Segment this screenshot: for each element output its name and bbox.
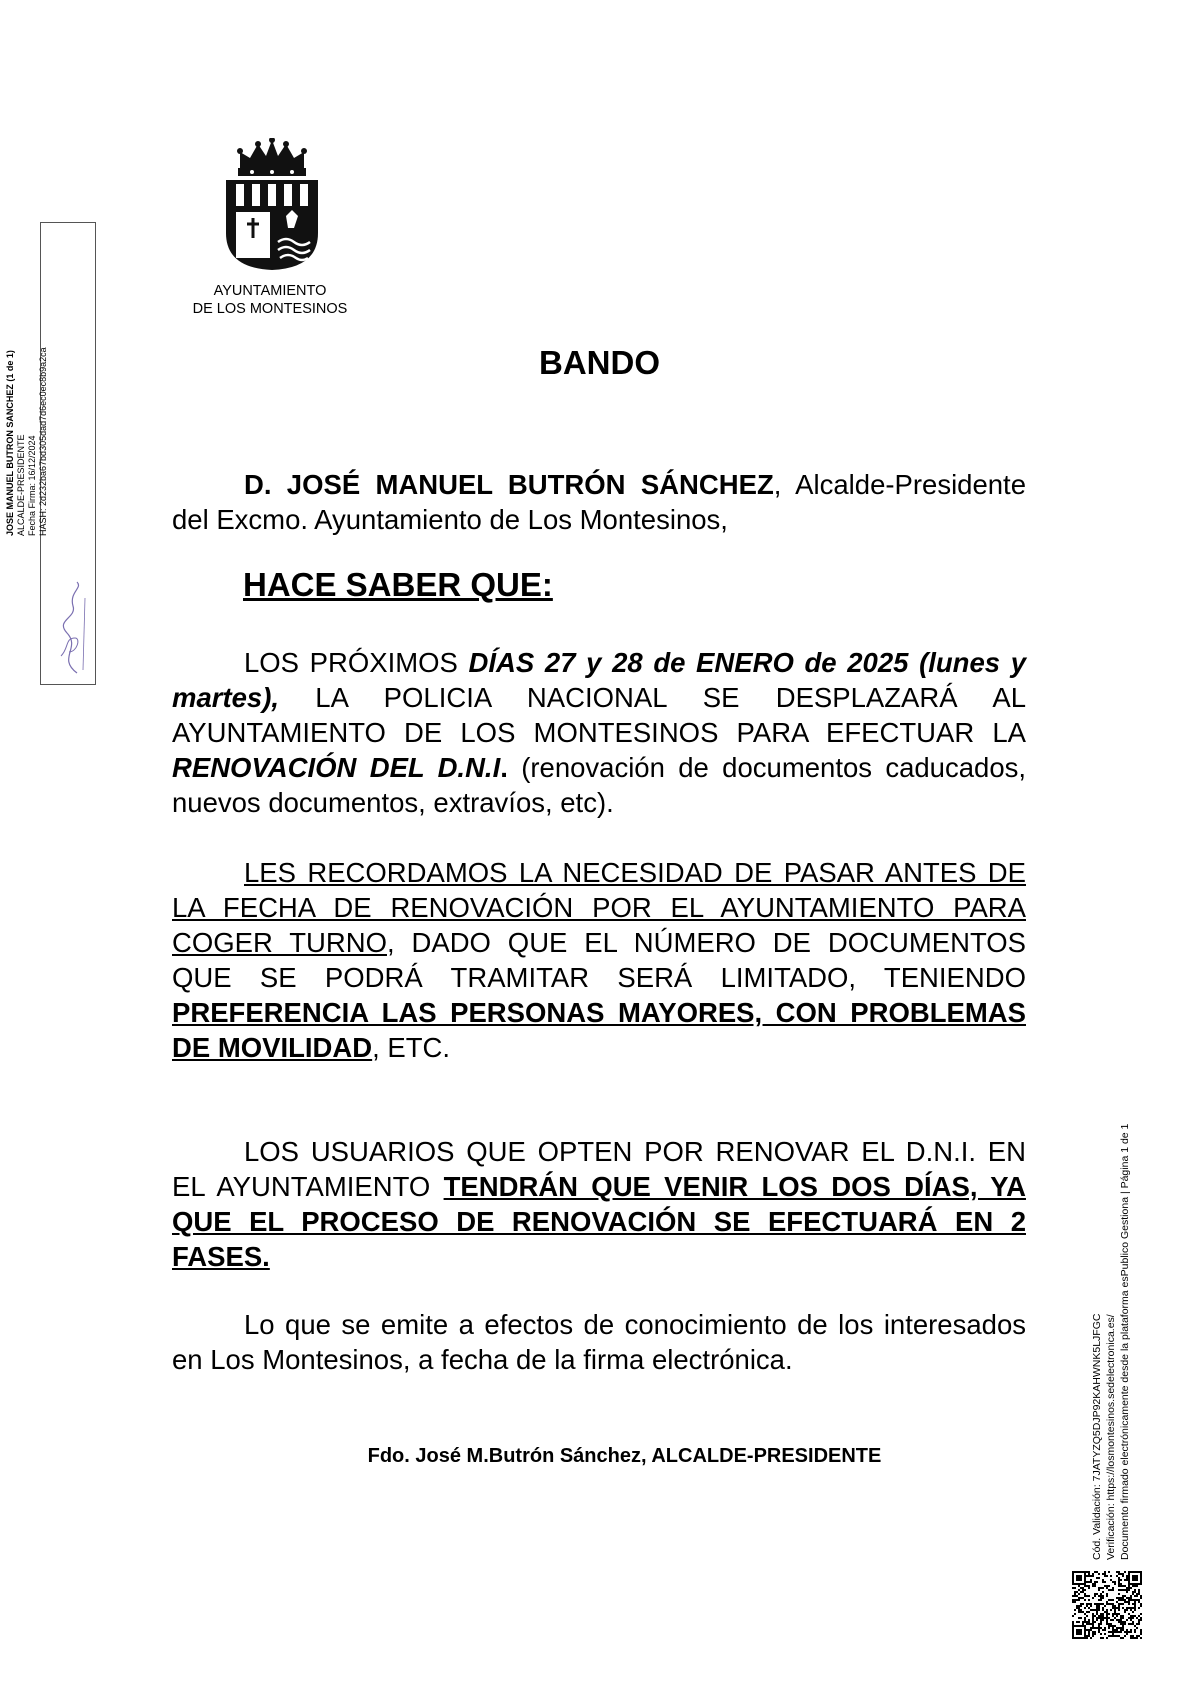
dates-emphasis: DÍAS 27 y 28 de ENERO de 2025 (lunes y martes), — [172, 647, 1026, 713]
section-heading: HACE SABER QUE: — [243, 566, 553, 603]
verification-url: Verificación: https://losmontesinos.sedelectronica.es/ — [1105, 1314, 1117, 1560]
org-line-1: AYUNTAMIENTO — [213, 283, 327, 299]
stamp-text — [5, 347, 49, 536]
coat-of-arms-icon — [222, 138, 322, 273]
reminder-underlined: LES RECORDAMOS LA NECESIDAD DE PASAR ANTES DE LA FECHA DE RENOVACIÓN POR EL AYUNTAMIENTO PARA COGER TURNO — [172, 857, 1026, 958]
renewal-emphasis: RENOVACIÓN DEL D.N.I — [172, 752, 501, 783]
document-title: BANDO — [539, 344, 660, 381]
organization-name — [170, 282, 370, 318]
intro-paragraph: D. JOSÉ MANUEL BUTRÓN SÁNCHEZ, Alcalde-Presidente del Excmo. Ayuntamiento de Los Montesinos, — [172, 469, 1026, 535]
mayor-name: D. JOSÉ MANUEL BUTRÓN SÁNCHEZ — [244, 469, 774, 500]
stamp-signer: JOSE MANUEL BUTRON SANCHEZ (1 de 1) — [5, 350, 15, 536]
qr-code-icon — [1072, 1571, 1142, 1639]
preference-emphasis: PREFERENCIA LAS PERSONAS MAYORES, CON PROBLEMAS DE MOVILIDAD — [172, 997, 1026, 1063]
platform-note: Documento firmado electrónicamente desde la plataforma esPublico Gestiona | Página 1 de 1 — [1119, 1123, 1131, 1560]
org-line-2: DE LOS MONTESINOS — [192, 301, 348, 317]
stamp-date: Fecha Firma: 16/12/2024 — [27, 435, 37, 536]
signature-stamp — [5, 222, 96, 685]
signature-line: Fdo. José M.Butrón Sánchez, ALCALDE-PRESIDENTE — [367, 1445, 882, 1467]
paragraph-closing: Lo que se emite a efectos de conocimiento de los interesados en Los Montesinos, a fecha de la firma electrónica. — [172, 1309, 1026, 1375]
paragraph-reminder: LES RECORDAMOS LA NECESIDAD DE PASAR ANTES DE LA FECHA DE RENOVACIÓN POR EL AYUNTAMIENTO PARA COGER TURNO, DADO QUE EL NÚMERO DE DOCUMENTOS QUE SE PODRÁ TRAMITAR SERÁ LIMITADO, TENIENDO PREFERENCIA LAS PERSONAS MAYORES, CON PROBLEMAS DE MOVILIDAD, ETC. — [172, 857, 1026, 1063]
handwritten-signature-icon — [47, 578, 91, 678]
two-days-emphasis: TENDRÁN QUE VENIR LOS DOS DÍAS, YA QUE EL PROCESO DE RENOVACIÓN SE EFECTUARÁ EN 2 FASES. — [172, 1171, 1026, 1272]
verification-strip — [1090, 1124, 1132, 1560]
paragraph-users: LOS USUARIOS QUE OPTEN POR RENOVAR EL D.N.I. EN EL AYUNTAMIENTO TENDRÁN QUE VENIR LOS DOS DÍAS, YA QUE EL PROCESO DE RENOVACIÓN SE EFECTUARÁ EN 2 FASES. — [172, 1136, 1026, 1272]
paragraph-dates: LOS PRÓXIMOS DÍAS 27 y 28 de ENERO de 2025 (lunes y martes), LA POLICIA NACIONAL SE DESPLAZARÁ AL AYUNTAMIENTO DE LOS MONTESINOS PARA EFECTUAR LA RENOVACIÓN DEL D.N.I. (renovación de documentos caducados, nuevos documentos, extravíos, etc). — [172, 647, 1027, 818]
validation-code: Cód. Validación: 7JATYZQ5DJP92KAHWNK5LJFGC — [1091, 1313, 1103, 1560]
stamp-hash: HASH: 2d232ba67bd305dad7d6ec0ec8b9a2ca — [38, 347, 48, 536]
stamp-role: ALCALDE-PRESIDENTE — [16, 434, 26, 536]
